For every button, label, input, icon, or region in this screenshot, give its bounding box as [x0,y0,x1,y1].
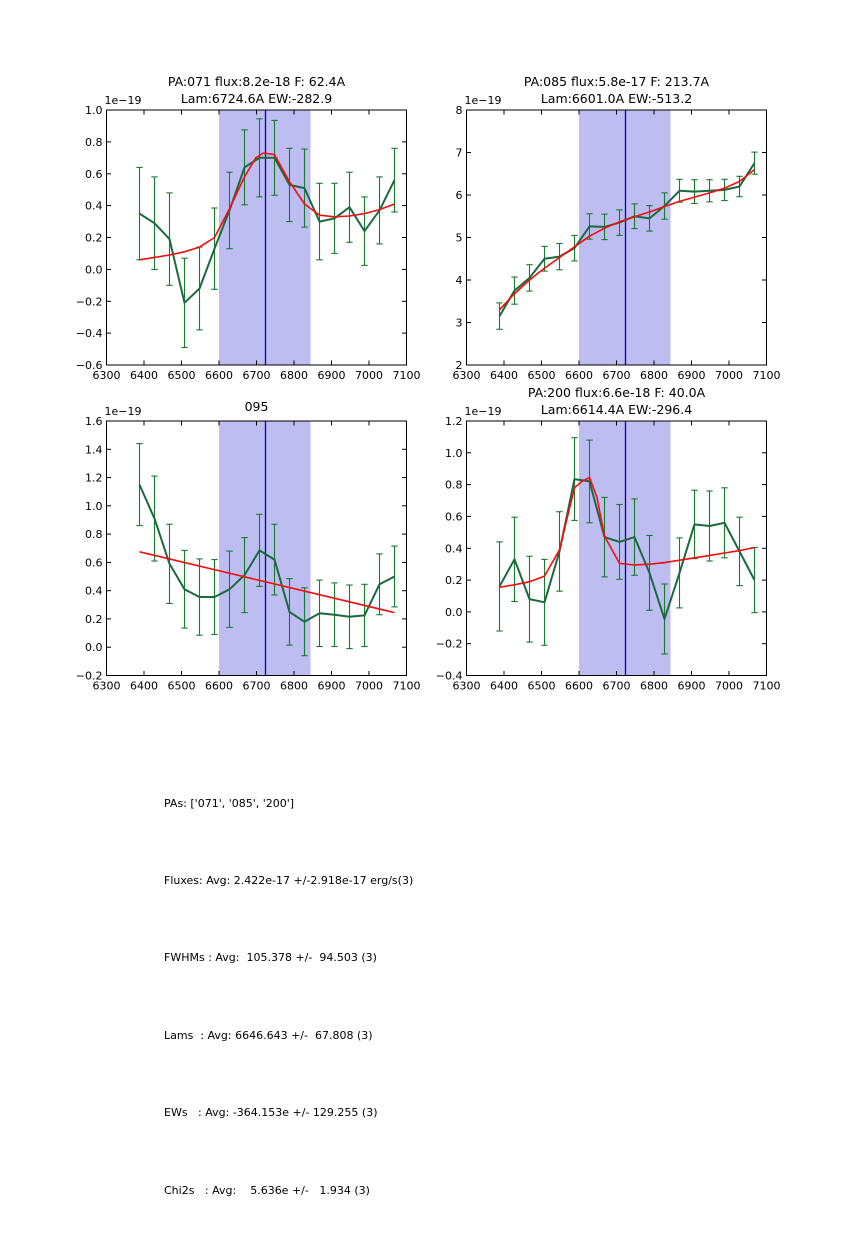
summary-line-chi2s: Chi2s : Avg: 5.636e +/- 1.934 (3) [164,1183,370,1197]
y-tick-label: 0.2 [85,612,103,626]
x-tick-label: 6900 [677,369,706,382]
x-tick-label: 6600 [565,679,593,693]
x-tick-label: 6500 [527,369,556,382]
fit-window-band-pa095 [219,421,311,676]
plot-title-pa200: PA:200 flux:6.6e-18 F: 40.0A [527,385,706,400]
x-tick-label: 6900 [677,679,706,693]
y-tick-label: 6 [455,189,463,202]
y-tick-label: 0.4 [85,584,103,598]
plot-pa071 [76,74,421,382]
y-tick-label: 0.8 [85,135,103,149]
x-tick-label: 6700 [602,679,631,693]
plot-pa095 [76,399,421,693]
x-tick-label: 6600 [565,369,593,382]
fit-window-band-pa085 [579,110,671,365]
y-tick-label: −0.2 [75,295,103,309]
summary-line-ews: EWs : Avg: -364.153e +/- 129.255 (3) [164,1106,378,1120]
y-tick-label: 0.8 [85,528,103,542]
y-tick-label: 0.0 [85,263,103,277]
plot-title-pa095: 095 [244,399,269,414]
y-tick-label: 3 [455,316,463,330]
y-tick-label: 1.2 [85,471,103,485]
x-tick-label: 7000 [355,679,383,693]
y-tick-label: 1.0 [85,499,103,513]
summary-line-pas: PAs: ['071', '085', '200'] [164,796,295,810]
x-tick-label: 6300 [92,679,121,693]
y-tick-label: 5 [455,231,463,245]
y-offset-label-pa085: 1e−19 [464,94,502,107]
x-tick-label: 6300 [92,369,121,382]
y-tick-label: 0.4 [445,542,463,556]
x-tick-label: 6800 [640,369,668,382]
y-tick-label: 1.0 [445,446,463,460]
y-tick-label: 1.6 [85,415,103,428]
x-tick-label: 6500 [167,679,196,693]
y-tick-label: 0.6 [85,556,103,570]
x-tick-label: 6800 [640,679,668,693]
y-tick-label: −0.4 [435,669,463,683]
plot-title-pa085: Lam:6601.0A EW:-513.2 [540,91,693,106]
y-tick-label: 1.4 [85,443,103,457]
y-tick-label: −0.2 [435,637,463,651]
y-tick-label: 0.0 [445,605,463,619]
y-offset-label-pa095: 1e−19 [104,405,142,418]
fit-window-band-pa200 [579,421,671,676]
y-tick-label: −0.2 [75,669,103,683]
fit-window-band-pa071 [219,110,311,365]
y-tick-label: 0.0 [85,641,103,655]
x-tick-label: 6500 [167,369,196,382]
plot-title-pa071: Lam:6724.6A EW:-282.9 [180,91,333,106]
x-tick-label: 6800 [280,679,308,693]
y-tick-label: 0.6 [445,510,463,524]
y-tick-label: 2 [455,359,463,372]
x-tick-label: 6400 [490,369,518,382]
summary-line-fwhms: FWHMs : Avg: 105.378 +/- 94.503 (3) [164,951,377,965]
y-tick-label: −0.6 [75,359,103,372]
y-tick-label: 0.2 [445,574,463,588]
x-tick-label: 6300 [452,679,481,693]
x-tick-label: 6700 [602,369,631,382]
x-tick-label: 6500 [527,679,556,693]
x-tick-label: 6900 [317,679,346,693]
y-tick-label: 1.2 [445,415,463,428]
x-tick-label: 6300 [452,369,481,382]
x-tick-label: 6400 [130,679,158,693]
plot-title-pa071: PA:071 flux:8.2e-18 F: 62.4A [167,74,346,89]
x-tick-label: 7100 [752,679,781,693]
x-tick-label: 6900 [317,369,346,382]
plot-pa200 [436,385,781,693]
y-tick-label: 0.8 [445,478,463,492]
x-tick-label: 7100 [752,369,781,382]
y-tick-label: 1.0 [85,104,103,117]
x-tick-label: 7100 [392,679,421,693]
y-tick-label: 0.2 [85,231,103,245]
x-tick-label: 7100 [392,369,421,382]
x-tick-label: 7000 [355,369,383,382]
summary-line-fluxes: Fluxes: Avg: 2.422e-17 +/-2.918e-17 erg/s(3) [164,873,414,887]
x-tick-label: 6700 [242,679,271,693]
x-tick-label: 7000 [715,679,743,693]
y-tick-label: 8 [455,104,463,117]
summary-line-lams: Lams : Avg: 6646.643 +/- 67.808 (3) [164,1028,373,1042]
x-tick-label: 6800 [280,369,308,382]
y-tick-label: 0.6 [85,167,103,181]
plot-pa085 [453,74,781,382]
plot-title-pa085: PA:085 flux:5.8e-17 F: 213.7A [523,74,710,89]
x-tick-label: 6400 [490,679,518,693]
x-tick-label: 7000 [715,369,743,382]
plot-title-pa200: Lam:6614.4A EW:-296.4 [540,402,693,417]
fit-summary [164,739,413,1255]
y-tick-label: 7 [455,146,463,160]
y-tick-label: −0.4 [75,327,103,341]
x-tick-label: 6600 [205,679,233,693]
y-offset-label-pa200: 1e−19 [464,405,502,418]
x-tick-label: 6400 [130,369,158,382]
y-offset-label-pa071: 1e−19 [104,94,142,107]
x-tick-label: 6600 [205,369,233,382]
y-tick-label: 0.4 [85,199,103,213]
y-tick-label: 4 [455,274,463,287]
x-tick-label: 6700 [242,369,271,382]
